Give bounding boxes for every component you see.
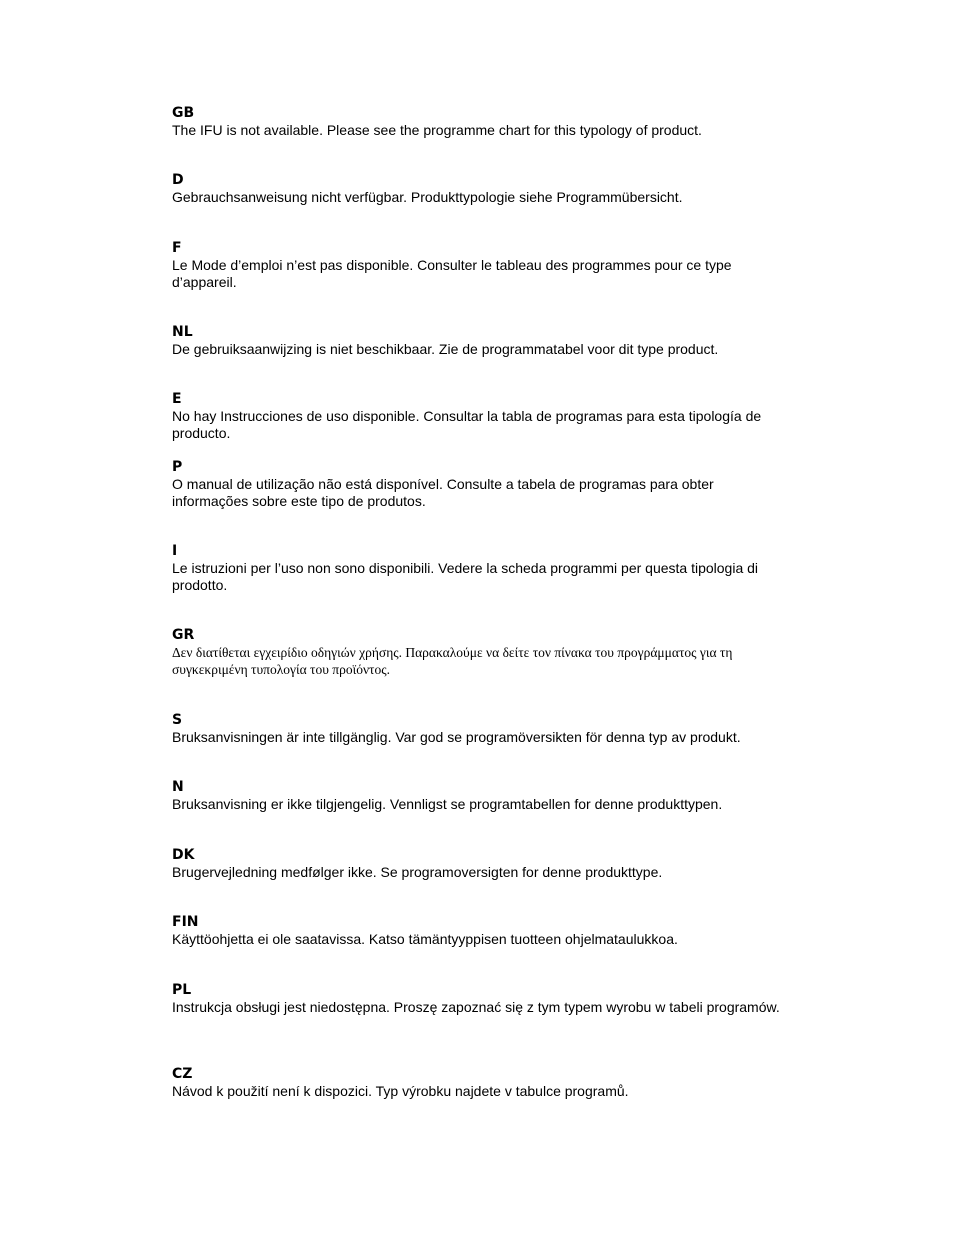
notice-text: De gebruiksaanwijzing is niet beschikbaar. Zie de programmatabel voor dit type product. — [172, 341, 719, 357]
language-code: CZ — [172, 1066, 193, 1082]
language-code: P — [172, 459, 183, 475]
section-gr — [172, 627, 787, 678]
section-dk — [172, 847, 787, 881]
notice-text: Le Mode d’emploi n’est pas disponible. Consulter le tableau des programmes pour ce type d’appareil. — [172, 257, 732, 290]
section-cz — [172, 1066, 787, 1100]
language-code: S — [172, 712, 183, 728]
notice-text: No hay Instrucciones de uso disponible. Consultar la tabla de programas para esta tipología de producto. — [172, 408, 762, 441]
notice-text: Bruksanvisningen är inte tillgänglig. Var god se programöversikten för denna typ av produkt. — [172, 729, 741, 745]
section-n — [172, 779, 787, 813]
language-code: N — [172, 779, 184, 795]
notice-text: O manual de utilização não está disponível. Consulte a tabela de programas para obter informações sobre este tipo de produtos. — [172, 476, 714, 509]
language-code: I — [172, 543, 178, 559]
section-d — [172, 172, 787, 206]
language-code: NL — [172, 324, 193, 340]
section-gb — [172, 105, 787, 139]
language-code: F — [172, 240, 182, 256]
notice-text: Δεν διατίθεται εγχειρίδιο οδηγιών χρήσης. Παρακαλούμε να δείτε τον πίνακα του προγράμματος για τη συγκεκριμένη τυπολογία του προϊόντος. — [172, 645, 733, 677]
notice-text: Gebrauchsanweisung nicht verfügbar. Produkttypologie siehe Programmübersicht. — [172, 189, 683, 205]
section-p — [172, 459, 787, 510]
language-code: D — [172, 172, 184, 188]
language-code: E — [172, 391, 182, 407]
notice-text: Käyttöohjetta ei ole saatavissa. Katso tämäntyyppisen tuotteen ohjelmataulukkoa. — [172, 931, 678, 947]
section-i — [172, 543, 787, 594]
notice-text: Návod k použití není k dispozici. Typ výrobku najdete v tabulce programů. — [172, 1083, 629, 1099]
notice-text: Instrukcja obsługi jest niedostępna. Proszę zapoznać się z tym typem wyrobu w tabeli programów. — [172, 999, 780, 1015]
section-e — [172, 391, 787, 442]
language-code: DK — [172, 847, 195, 863]
section-f — [172, 240, 787, 291]
language-code: FIN — [172, 914, 199, 930]
notice-text: Le istruzioni per l’uso non sono disponibili. Vedere la scheda programmi per questa tipologia di prodotto. — [172, 560, 759, 593]
section-pl — [172, 982, 787, 1016]
notice-text: The IFU is not available. Please see the programme chart for this typology of product. — [172, 122, 702, 138]
notice-text: Bruksanvisning er ikke tilgjengelig. Vennligst se programtabellen for denne produkttypen. — [172, 796, 723, 812]
section-fin — [172, 914, 787, 948]
notice-text: Brugervejledning medfølger ikke. Se programoversigten for denne produkttype. — [172, 864, 663, 880]
language-code: GB — [172, 105, 195, 121]
language-code: GR — [172, 627, 195, 643]
language-code: PL — [172, 982, 192, 998]
section-s — [172, 712, 787, 746]
section-nl — [172, 324, 787, 358]
